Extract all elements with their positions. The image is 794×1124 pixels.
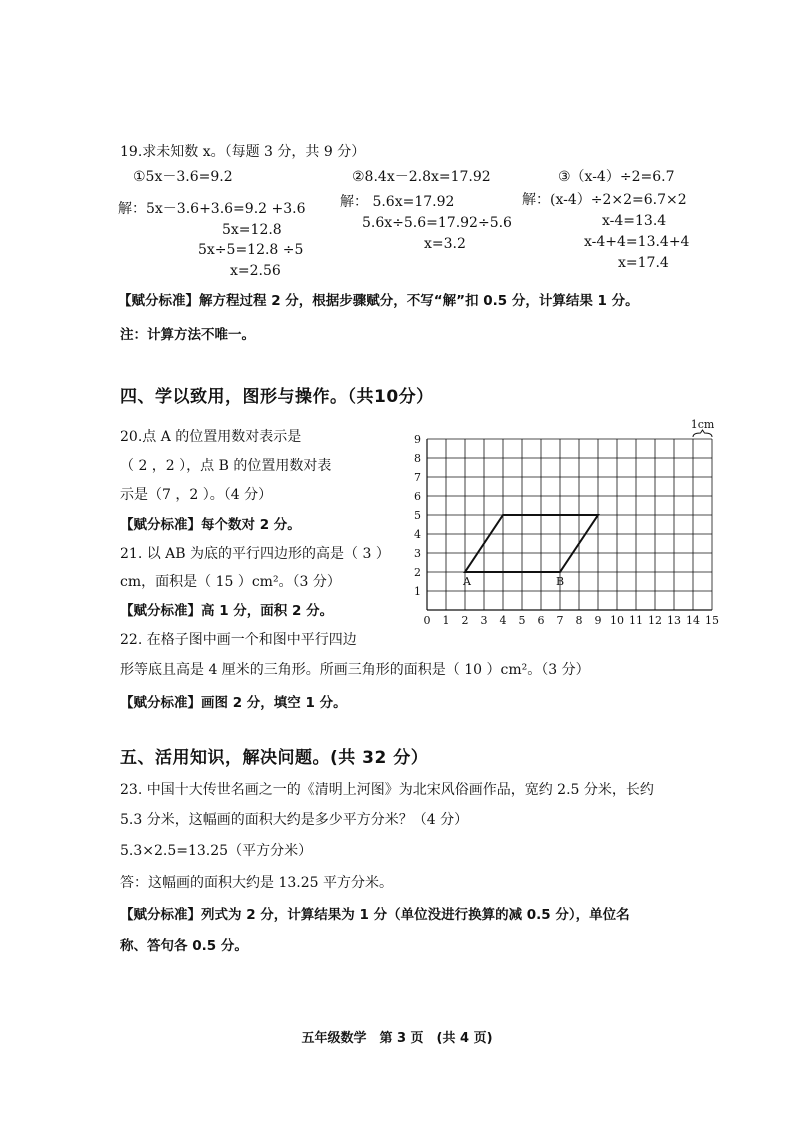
q23-scoring-standard-line1: 【赋分标准】列式为 2 分，计算结果为 1 分（单位没进行换算的减 0.5 分），单位名	[120, 907, 630, 923]
q19-eq3-step1: 解：(x-4）÷2×2=6.7×2	[522, 192, 687, 208]
q22-line2: 形等底且高是 4 厘米的三角形。所画三角形的面积是（ 10 ）cm²。（3 分）	[120, 662, 590, 678]
q20-line3: 示是（7 ，2 ）。（4 分）	[120, 487, 273, 503]
y-tick-label: 4	[414, 528, 421, 541]
y-tick-label: 8	[414, 452, 421, 465]
q23-work: 5.3×2.5=13.25（平方分米）	[120, 843, 313, 859]
q19-eq3-step4: x=17.4	[618, 255, 669, 271]
x-tick-label: 11	[629, 614, 643, 627]
q22-line1: 22. 在格子图中画一个和图中平行四边	[120, 632, 357, 648]
q20-line2: （ 2 ，2 ），点 B 的位置用数对表	[120, 458, 332, 474]
scale-label: 1cm	[690, 418, 715, 431]
x-tick-label: 0	[423, 614, 431, 627]
x-tick-label: 8	[575, 614, 583, 627]
q21-line1: 21. 以 AB 为底的平行四边形的高是（ 3 ）	[120, 546, 390, 562]
y-tick-label: 6	[414, 490, 421, 503]
q23-line1: 23. 中国十大传世名画之一的《清明上河图》为北宋风俗画作品，宽约 2.5 分米，长约	[120, 782, 654, 798]
section4-heading: 四、学以致用，图形与操作。（共10分）	[120, 387, 434, 407]
coordinate-grid-figure	[405, 418, 725, 628]
q19-eq1-problem: ①5x－3.6=9.2	[133, 169, 233, 185]
q19-eq1-step3: 5x÷5=12.8 ÷5	[198, 242, 304, 258]
q22-scoring-standard: 【赋分标准】画图 2 分，填空 1 分。	[120, 695, 347, 711]
q19-title: 19.求未知数 x。（每题 3 分，共 9 分）	[120, 144, 366, 160]
q19-note: 注：计算方法不唯一。	[120, 327, 255, 343]
x-tick-label: 2	[461, 614, 469, 627]
x-tick-label: 4	[499, 614, 507, 627]
q23-answer: 答：这幅画的面积大约是 13.25 平方分米。	[120, 875, 393, 891]
q19-eq3-step3: x-4+4=13.4+4	[584, 234, 690, 250]
q19-eq3-step2: x-4=13.4	[602, 213, 667, 229]
x-tick-label: 14	[686, 614, 700, 627]
q19-eq1-step4: x=2.56	[230, 263, 281, 279]
point-b-label: B	[556, 575, 565, 588]
x-tick-label: 10	[610, 614, 624, 627]
parallelogram-shape	[465, 515, 598, 572]
x-tick-label: 5	[518, 614, 526, 627]
q21-scoring-standard: 【赋分标准】高 1 分，面积 2 分。	[120, 603, 334, 619]
y-tick-label: 1	[414, 585, 421, 598]
q19-eq2-step2: 5.6x÷5.6=17.92÷5.6	[362, 215, 512, 231]
x-tick-label: 15	[705, 614, 719, 627]
x-tick-label: 12	[648, 614, 662, 627]
y-tick-label: 3	[414, 547, 421, 560]
section5-heading: 五、活用知识，解决问题。(共 32 分）	[120, 748, 429, 768]
y-tick-label: 7	[414, 471, 421, 484]
page-footer: 五年级数学 第 3 页 (共 4 页)	[301, 1031, 493, 1046]
x-tick-label: 1	[442, 614, 450, 627]
q19-eq2-step1: 解： 5.6x=17.92	[340, 194, 455, 210]
q20-scoring-standard: 【赋分标准】每个数对 2 分。	[120, 517, 301, 533]
x-tick-label: 7	[556, 614, 564, 627]
q19-eq3-problem: ③（x-4）÷2=6.7	[558, 169, 675, 185]
grid-labels	[414, 433, 719, 627]
x-tick-label: 6	[537, 614, 545, 627]
q19-eq2-step3: x=3.2	[424, 236, 466, 252]
q20-line1: 20.点 A 的位置用数对表示是	[120, 429, 302, 445]
q19-scoring-standard: 【赋分标准】解方程过程 2 分，根据步骤赋分，不写“解”扣 0.5 分，计算结果 1 分。	[118, 293, 639, 309]
x-tick-label: 3	[480, 614, 488, 627]
q23-line2: 5.3 分米，这幅画的面积大约是多少平方分米？（4 分）	[120, 812, 469, 828]
y-tick-label: 5	[414, 509, 421, 522]
q23-scoring-standard-line2: 称、答句各 0.5 分。	[120, 938, 248, 954]
q19-eq1-step2: 5x=12.8	[222, 222, 282, 238]
point-a-label: A	[463, 575, 471, 588]
y-tick-label: 9	[414, 433, 421, 446]
q19-eq1-step1: 解：5x－3.6+3.6=9.2 +3.6	[118, 201, 306, 217]
q21-line2: cm，面积是（ 15 ）cm²。（3 分）	[120, 574, 341, 590]
y-tick-label: 2	[414, 566, 421, 579]
x-tick-label: 13	[667, 614, 681, 627]
q19-eq2-problem: ②8.4x－2.8x=17.92	[352, 169, 491, 185]
x-tick-label: 9	[594, 614, 602, 627]
scale-brace	[693, 430, 712, 437]
